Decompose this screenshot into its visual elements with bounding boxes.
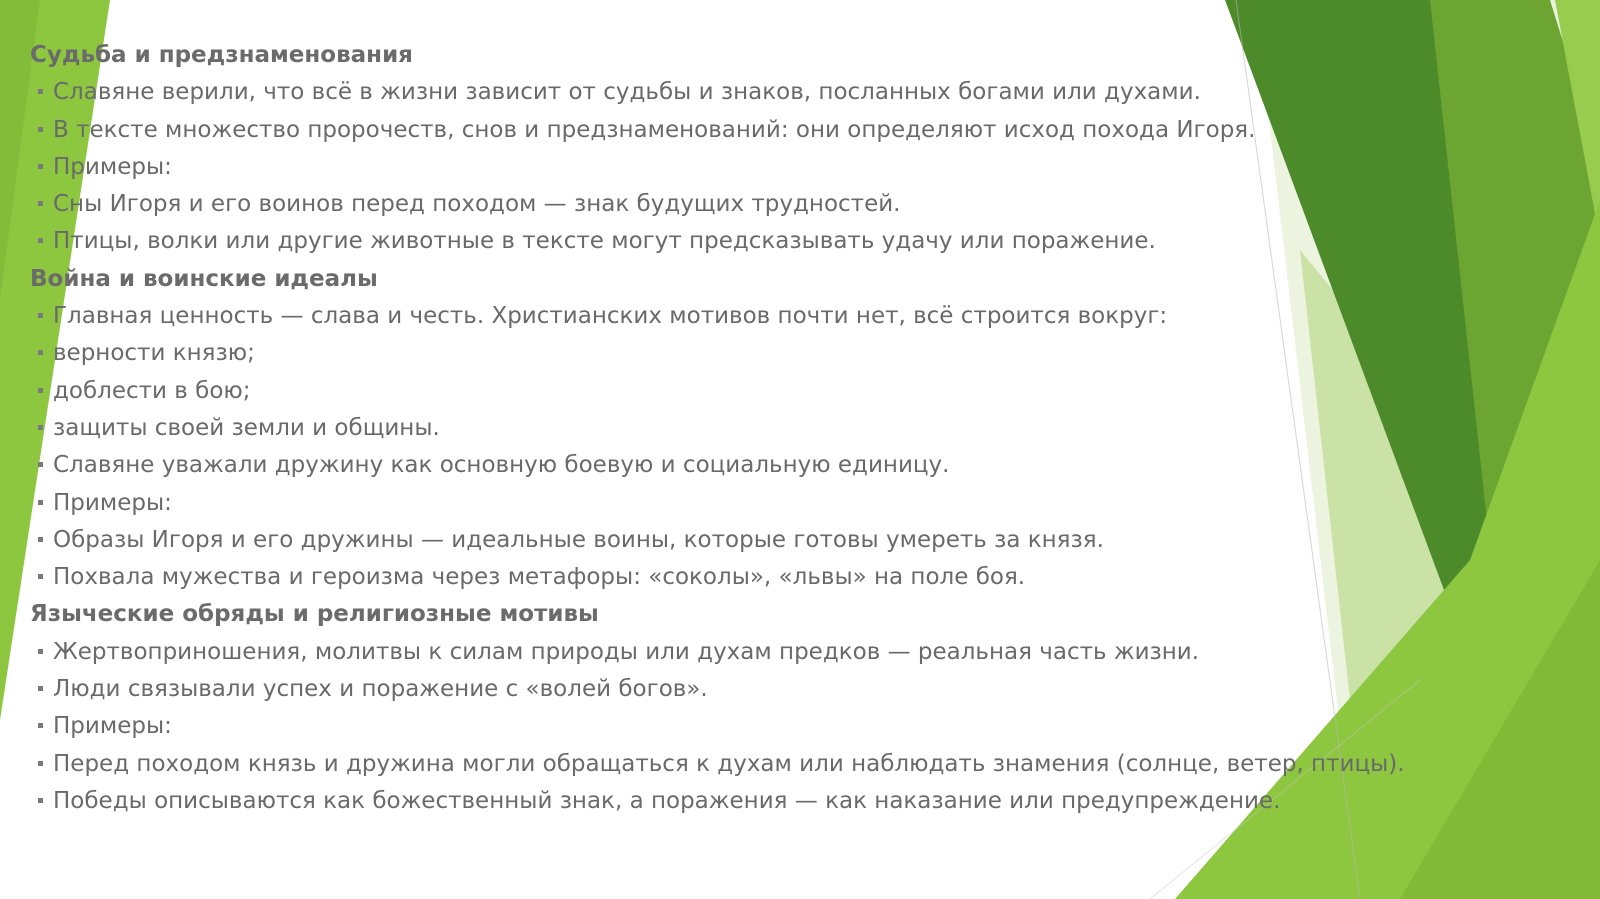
bullet-item bbox=[30, 522, 1410, 559]
bullet-item bbox=[30, 149, 1410, 186]
bullet-item bbox=[30, 708, 1410, 745]
bullet-item bbox=[30, 746, 1410, 783]
bullet-text: Сны Игоря и его воинов перед походом — знак будущих трудностей. bbox=[53, 191, 901, 218]
bullet-marker bbox=[38, 89, 43, 94]
bullet-item bbox=[30, 447, 1410, 484]
bullet-text: Примеры: bbox=[53, 713, 172, 740]
bullet-item bbox=[30, 783, 1410, 820]
bullet-marker bbox=[38, 238, 43, 243]
bullet-marker bbox=[38, 798, 43, 803]
bullet-text: защиты своей земли и общины. bbox=[53, 414, 440, 441]
bullet-marker bbox=[38, 649, 43, 654]
bullet-text: Примеры: bbox=[53, 153, 172, 180]
bullet-item bbox=[30, 335, 1410, 372]
bullet-marker bbox=[38, 127, 43, 132]
section-title: Языческие обряды и религиозные мотивы bbox=[30, 601, 599, 628]
section-title: Судьба и предзнаменования bbox=[30, 42, 413, 68]
bullet-item bbox=[30, 74, 1410, 111]
bullet-text: Похвала мужества и героизма через метафоры: «соколы», «львы» на поле боя. bbox=[53, 564, 1026, 591]
bullet-marker bbox=[38, 761, 43, 766]
bullet-item bbox=[30, 485, 1410, 522]
bullet-text: Главная ценность — слава и честь. Христианских мотивов почти нет, всё строится вокруг: bbox=[53, 303, 1168, 330]
bullet-marker bbox=[38, 537, 43, 542]
bullet-marker bbox=[38, 388, 43, 393]
bullet-item bbox=[30, 634, 1410, 671]
bullet-item bbox=[30, 223, 1410, 260]
bullet-text: Победы описываются как божественный знак, а поражения — как наказание или предупреждение. bbox=[53, 787, 1281, 814]
bullet-text: Образы Игоря и его дружины — идеальные воины, которые готовы умереть за князя. bbox=[53, 526, 1104, 553]
bullet-marker bbox=[38, 686, 43, 691]
bullet-item bbox=[30, 186, 1410, 223]
bullet-marker bbox=[38, 462, 43, 467]
bullet-text: доблести в бою; bbox=[53, 377, 251, 404]
bullet-text: Люди связывали успех и поражение с «волей богов». bbox=[53, 676, 708, 703]
bullet-item bbox=[30, 298, 1410, 335]
bullet-item bbox=[30, 559, 1410, 596]
bullet-marker bbox=[38, 201, 43, 206]
bullet-text: верности князю; bbox=[53, 340, 255, 367]
bullet-item bbox=[30, 373, 1410, 410]
bullet-text: Славяне уважали дружину как основную боевую и социальную единицу. bbox=[53, 452, 950, 479]
section-fate bbox=[30, 37, 1410, 261]
bullet-item bbox=[30, 410, 1410, 447]
section-title: Война и воинские идеалы bbox=[30, 265, 378, 292]
bullet-marker bbox=[38, 723, 43, 728]
bullet-text: Жертвоприношения, молитвы к силам природы или духам предков — реальная часть жизни. bbox=[53, 638, 1200, 665]
bullet-marker bbox=[38, 574, 43, 579]
slide-content bbox=[30, 37, 1410, 820]
bullet-text: Перед походом князь и дружина могли обращаться к духам или наблюдать знамения (солнце, ветер, птицы). bbox=[53, 750, 1405, 777]
bullet-marker bbox=[38, 164, 43, 169]
section-pagan-rites bbox=[30, 596, 1410, 820]
bullet-marker bbox=[38, 313, 43, 318]
bullet-text: В тексте множество пророчеств, снов и предзнаменований: они определяют исход похода Игоря. bbox=[53, 116, 1256, 143]
bullet-marker bbox=[38, 500, 43, 505]
bullet-marker bbox=[38, 350, 43, 355]
bullet-text: Славяне верили, что всё в жизни зависит от судьбы и знаков, посланных богами или духами. bbox=[53, 79, 1201, 106]
bullet-text: Примеры: bbox=[53, 489, 172, 516]
bullet-item bbox=[30, 671, 1410, 708]
bullet-marker bbox=[38, 425, 43, 430]
bullet-item bbox=[30, 112, 1410, 149]
section-war bbox=[30, 261, 1410, 597]
bullet-text: Птицы, волки или другие животные в тексте могут предсказывать удачу или поражение. bbox=[53, 228, 1156, 255]
